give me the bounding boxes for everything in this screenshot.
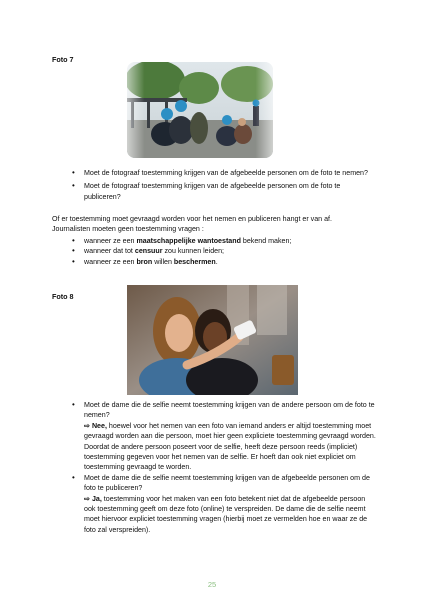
- answer-body: hoewel voor het nemen van een foto van iemand anders er altijd toestemming moet gevraagd worden aan die persoon, moet hier geen expliciete toestemming gevraagd worden. Doordat de andere persoon poseert voor de selfie, heeft deze persoon reeds (impliciet) toestemming gegeven voor het nemen van de selfie. Er hoeft dan ook niet expliciet om toestemming gevraagd te worden.: [84, 421, 376, 472]
- foto7-photo: [127, 62, 273, 158]
- condition-item: [68, 257, 378, 267]
- question-text: • Moet de dame die de selfie neemt toestemming krijgen van de afgebeelde personen om de foto te publiceren?: [84, 473, 370, 493]
- foto7-question-2: • Moet de fotograaf toestemming krijgen van de afgebeelde personen om de foto te publiceren?: [68, 181, 378, 202]
- foto8-photo: [127, 285, 298, 395]
- arrow-right-icon: ⇨: [84, 494, 90, 503]
- condition-text: wanneer ze een: [84, 237, 137, 245]
- condition-item: [68, 246, 378, 256]
- condition-text: wanneer dat tot: [84, 247, 135, 256]
- question-text: • Moet de dame die de selfie neemt toestemming krijgen van de andere persoon om de foto te nemen?: [84, 401, 375, 420]
- foto8-question-2: [68, 473, 378, 535]
- condition-text: wanneer ze een: [84, 257, 137, 266]
- condition-text: bekend maken;: [240, 237, 292, 245]
- answer-text: [84, 421, 378, 473]
- foto8-heading: Foto 8: [52, 292, 74, 301]
- condition-bold: bron: [136, 257, 153, 266]
- page-number: 25: [207, 580, 217, 589]
- condition-text: .: [215, 257, 218, 266]
- answer-body: toestemming voor het maken van een foto betekent niet dat de afgebeelde persoon ook toestemming geeft om deze foto (online) te verspreiden. De dame die de selfie neemt moet hiervoor expliciet toestemming vragen (hierbij moet ze vermelden hoe en waar ze de foto zal verspreiden).: [84, 494, 368, 534]
- foto8-questions: [68, 400, 378, 535]
- answer-text: [84, 494, 378, 536]
- answer-bold: Ja,: [91, 494, 102, 503]
- foto7-question-1: • Moet de fotograaf toestemming krijgen van de afgebeelde personen om de foto te nemen?: [68, 168, 378, 178]
- foto7-heading: Foto 7: [52, 55, 74, 64]
- foto7-questions: [68, 168, 378, 205]
- foto8-question-1: [68, 400, 378, 473]
- foto7-illustration: [127, 62, 273, 158]
- answer-bold: Nee,: [91, 421, 107, 430]
- condition-item: [68, 236, 378, 246]
- condition-bold: censuur: [134, 247, 163, 256]
- foto7-paragraph-line-1: Of er toestemming moet gevraagd worden voor het nemen en publiceren hangt er van af.: [52, 215, 332, 223]
- condition-bold: beschermen: [173, 257, 216, 266]
- condition-text: willen: [152, 257, 174, 266]
- foto7-paragraph-line-2: Journalisten moeten geen toestemming vragen :: [52, 225, 204, 234]
- foto8-illustration: [127, 285, 298, 395]
- foto7-conditions: [68, 236, 378, 267]
- condition-text: zou kunnen leiden;: [162, 247, 225, 256]
- condition-bold: maatschappelijke wantoestand: [136, 237, 241, 245]
- arrow-right-icon: ⇨: [84, 421, 90, 430]
- foto7-paragraph: [52, 214, 382, 235]
